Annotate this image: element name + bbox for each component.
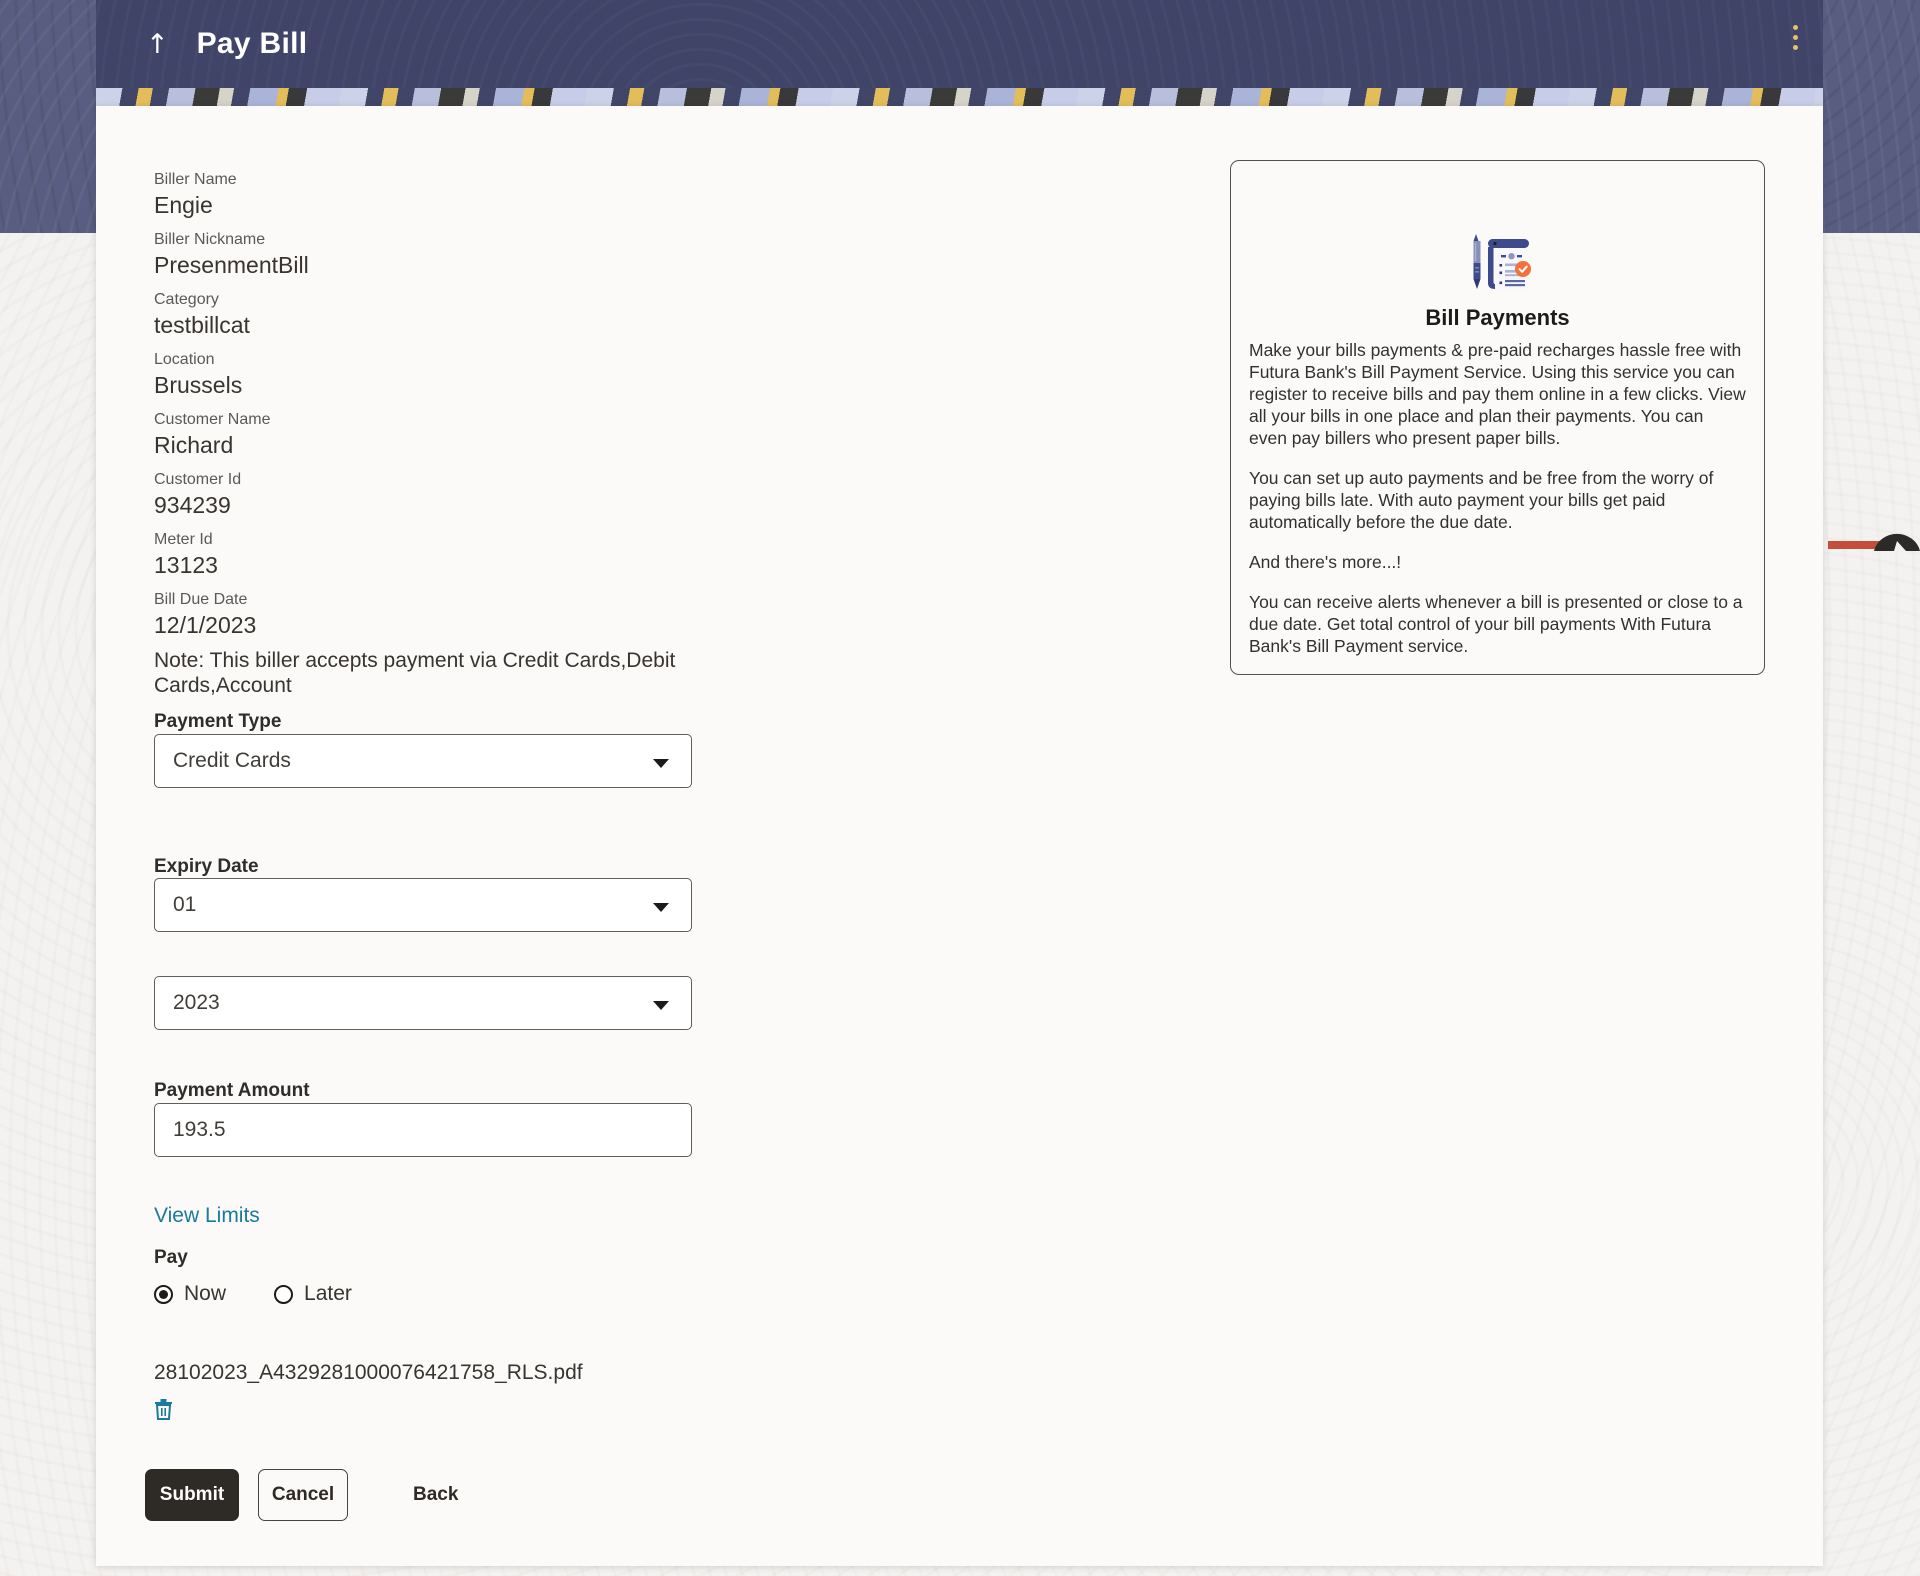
submit-button[interactable]: Submit — [145, 1469, 239, 1521]
field-label: Meter Id — [154, 531, 213, 548]
expiry-month-select[interactable] — [154, 878, 692, 932]
info-card-body — [1231, 331, 1764, 657]
chevron-down-icon — [653, 1001, 669, 1010]
field-value: Engie — [154, 192, 213, 218]
field-value: 12/1/2023 — [154, 612, 257, 638]
decorative-banner-strip — [96, 88, 1823, 106]
field-label: Customer Name — [154, 411, 271, 428]
pay-options — [154, 1282, 352, 1306]
customer-id-group — [154, 470, 241, 519]
field-label: Category — [154, 291, 219, 308]
edge-floating-widget[interactable] — [1828, 527, 1920, 557]
field-label: Location — [154, 351, 215, 368]
content-column — [96, 0, 1823, 1576]
pay-now-radio[interactable] — [154, 1282, 226, 1306]
payment-amount-label: Payment Amount — [154, 1080, 310, 1101]
field-value: 934239 — [154, 492, 231, 518]
expiry-date-label: Expiry Date — [154, 856, 259, 877]
field-value: Richard — [154, 432, 234, 458]
expiry-month-value: 01 — [173, 893, 197, 916]
pay-bill-card — [96, 106, 1823, 1566]
expiry-year-select[interactable] — [154, 976, 692, 1030]
back-button[interactable]: Back — [401, 1469, 470, 1521]
payment-type-select[interactable] — [154, 734, 692, 788]
action-buttons — [145, 1469, 470, 1521]
kebab-menu-icon[interactable] — [1787, 25, 1803, 55]
field-label: Customer Id — [154, 471, 242, 488]
accepted-payments-note: Note: This biller accepts payment via Credit Cards,Debit Cards,Account — [154, 649, 676, 697]
field-value: 13123 — [154, 552, 218, 578]
field-value: Brussels — [154, 372, 243, 398]
pay-later-radio[interactable] — [274, 1282, 352, 1306]
trash-icon — [154, 1398, 173, 1420]
app-header — [96, 0, 1823, 88]
location-group — [154, 350, 242, 399]
field-label: Biller Nickname — [154, 231, 266, 248]
info-paragraph: And there's more...! — [1249, 552, 1402, 572]
info-card-title: Bill Payments — [1425, 305, 1570, 330]
bill-payments-info-card — [1230, 160, 1765, 675]
field-value: testbillcat — [154, 312, 250, 338]
radio-unselected-icon — [274, 1285, 293, 1304]
payment-amount-input[interactable] — [155, 1104, 691, 1156]
info-paragraph: You can set up auto payments and be free from the worry of paying bills late. With auto payment your bills get paid automatically before the due date. — [1249, 468, 1714, 532]
customer-name-group — [154, 410, 270, 459]
field-label: Biller Name — [154, 171, 237, 188]
attachment-filename: 28102023_A4329281000076421758_RLS.pdf — [154, 1361, 583, 1384]
pay-label: Pay — [154, 1247, 188, 1268]
biller-name-group — [154, 170, 237, 219]
radio-label: Later — [304, 1282, 352, 1305]
chevron-down-icon — [653, 759, 669, 768]
pen-and-bill-icon — [1461, 233, 1535, 293]
view-limits-link[interactable]: View Limits — [154, 1204, 260, 1227]
expiry-year-value: 2023 — [173, 991, 220, 1014]
category-group — [154, 290, 250, 339]
cancel-button[interactable]: Cancel — [258, 1469, 348, 1521]
field-value: PresenmentBill — [154, 252, 309, 278]
back-arrow-icon[interactable]: ↑ — [146, 28, 169, 60]
payment-type-label: Payment Type — [154, 711, 282, 732]
field-label: Bill Due Date — [154, 591, 248, 608]
info-paragraph: You can receive alerts whenever a bill is presented or close to a due date. Get total control of your bill payments With Futura Bank's Bill Payment service. — [1249, 592, 1743, 656]
cut-off-widget-icon — [1828, 527, 1920, 557]
bill-due-date-group — [154, 590, 256, 639]
biller-nickname-group — [154, 230, 309, 279]
page-title: Pay Bill — [196, 27, 308, 60]
meter-id-group — [154, 530, 218, 579]
delete-attachment-button[interactable] — [154, 1398, 173, 1425]
payment-type-value: Credit Cards — [173, 749, 291, 772]
chevron-down-icon — [653, 903, 669, 912]
radio-selected-icon — [154, 1285, 173, 1304]
payment-amount-field-wrap — [154, 1103, 692, 1157]
info-paragraph: Make your bills payments & pre-paid recharges hassle free with Futura Bank's Bill Payment Service. Using this service you can register to receive bills and pay them online in a few clicks. View all your bills in one place and plan their payments. You can even pay billers who present paper bills. — [1249, 340, 1746, 448]
radio-label: Now — [184, 1282, 227, 1305]
